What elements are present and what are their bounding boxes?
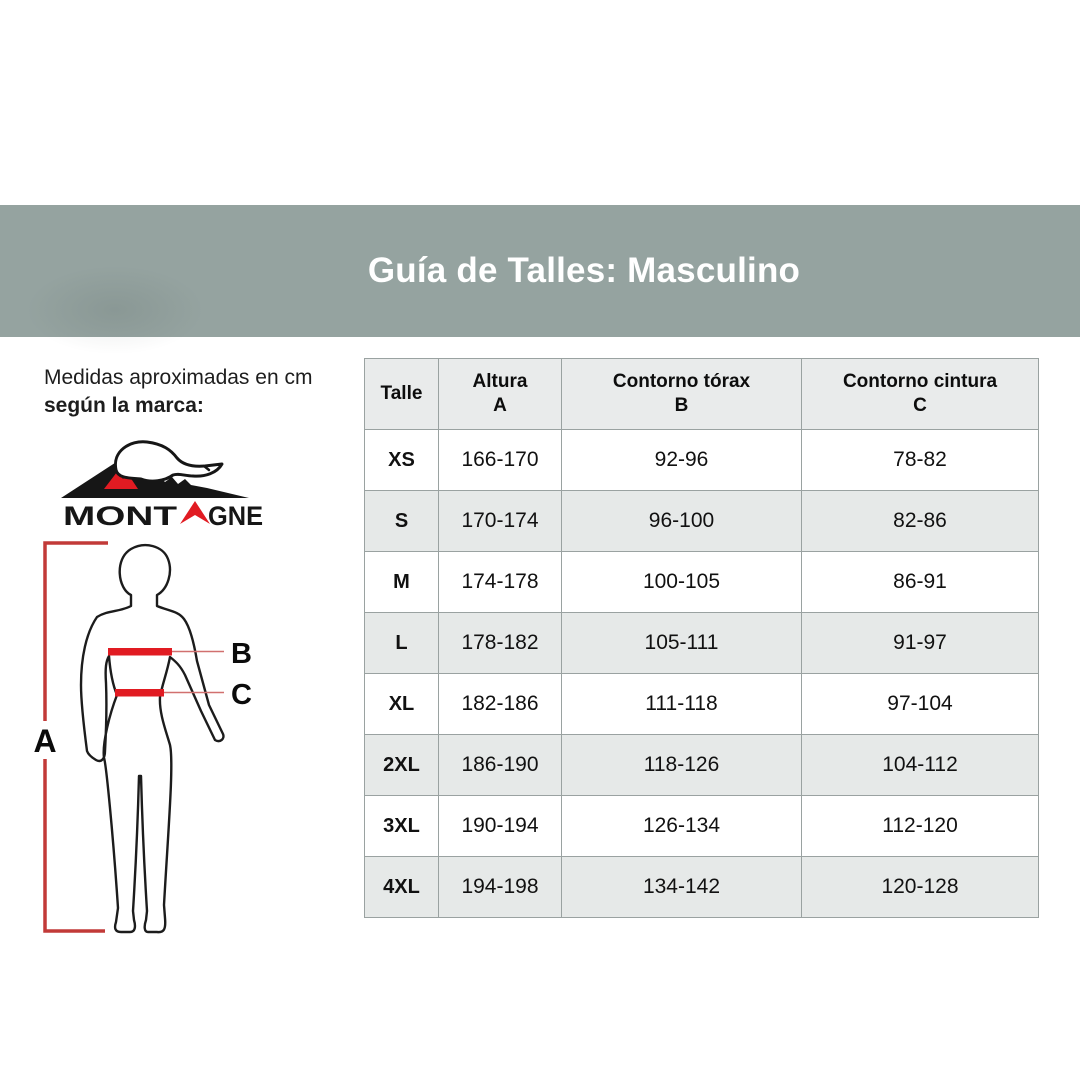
size-cell: 4XL — [365, 857, 439, 918]
eagle-head-shape — [115, 442, 222, 481]
size-cell: S — [365, 491, 439, 552]
chest-cell: 118-126 — [562, 735, 802, 796]
height-cell: 182-186 — [439, 674, 562, 735]
col-header-talle: Talle — [365, 359, 439, 430]
wordmark-a-symbol-icon — [180, 501, 210, 524]
height-cell: 178-182 — [439, 613, 562, 674]
title-banner — [0, 205, 1080, 337]
chest-measure-bar — [108, 648, 172, 656]
wordmark-mont: MONT — [63, 501, 178, 531]
size-cell: XL — [365, 674, 439, 735]
brand-wordmark — [63, 501, 263, 531]
table-header-row — [365, 359, 1039, 430]
size-cell: XS — [365, 430, 439, 491]
chest-cell: 96-100 — [562, 491, 802, 552]
page-title: Guía de Talles: Masculino — [367, 251, 801, 290]
size-cell: 3XL — [365, 796, 439, 857]
waist-cell: 91-97 — [802, 613, 1039, 674]
waist-measure-bar — [115, 689, 164, 697]
wordmark-gne: GNE — [208, 501, 263, 531]
height-cell: 166-170 — [439, 430, 562, 491]
chest-cell: 92-96 — [562, 430, 802, 491]
table-row — [365, 613, 1039, 674]
size-cell: L — [365, 613, 439, 674]
chest-cell: 105-111 — [562, 613, 802, 674]
table-row — [365, 674, 1039, 735]
body-outline — [81, 545, 223, 932]
body-diagram-svg — [18, 533, 293, 961]
waist-cell: 120-128 — [802, 857, 1039, 918]
height-cell: 174-178 — [439, 552, 562, 613]
chest-cell: 111-118 — [562, 674, 802, 735]
chest-cell: 126-134 — [562, 796, 802, 857]
waist-cell: 97-104 — [802, 674, 1039, 735]
waist-cell: 82-86 — [802, 491, 1039, 552]
size-table — [364, 358, 1039, 918]
col-header-altura: Altura A — [439, 359, 562, 430]
height-cell: 190-194 — [439, 796, 562, 857]
table-row — [365, 552, 1039, 613]
montagne-logo — [55, 436, 267, 536]
col-header-torax: Contorno tórax B — [562, 359, 802, 430]
waist-cell: 86-91 — [802, 552, 1039, 613]
chest-label-b: B — [231, 638, 252, 670]
waist-label-c: C — [231, 679, 252, 711]
height-cell: 170-174 — [439, 491, 562, 552]
body-measurement-diagram — [18, 533, 293, 961]
height-cell: 194-198 — [439, 857, 562, 918]
intro-line1: Medidas aproximadas en cm — [44, 366, 313, 389]
waist-cell: 78-82 — [802, 430, 1039, 491]
intro-text — [44, 364, 312, 420]
table-row — [365, 430, 1039, 491]
table-row — [365, 857, 1039, 918]
table-row — [365, 735, 1039, 796]
intro-line2: según la marca: — [44, 394, 204, 417]
chest-cell: 134-142 — [562, 857, 802, 918]
height-label-a: A — [33, 723, 57, 759]
size-cell: 2XL — [365, 735, 439, 796]
height-cell: 186-190 — [439, 735, 562, 796]
table-row — [365, 491, 1039, 552]
eagle-mountain-icon — [55, 436, 267, 536]
waist-cell: 112-120 — [802, 796, 1039, 857]
size-cell: M — [365, 552, 439, 613]
waist-cell: 104-112 — [802, 735, 1039, 796]
chest-cell: 100-105 — [562, 552, 802, 613]
table-row — [365, 796, 1039, 857]
col-header-cintura: Contorno cintura C — [802, 359, 1039, 430]
